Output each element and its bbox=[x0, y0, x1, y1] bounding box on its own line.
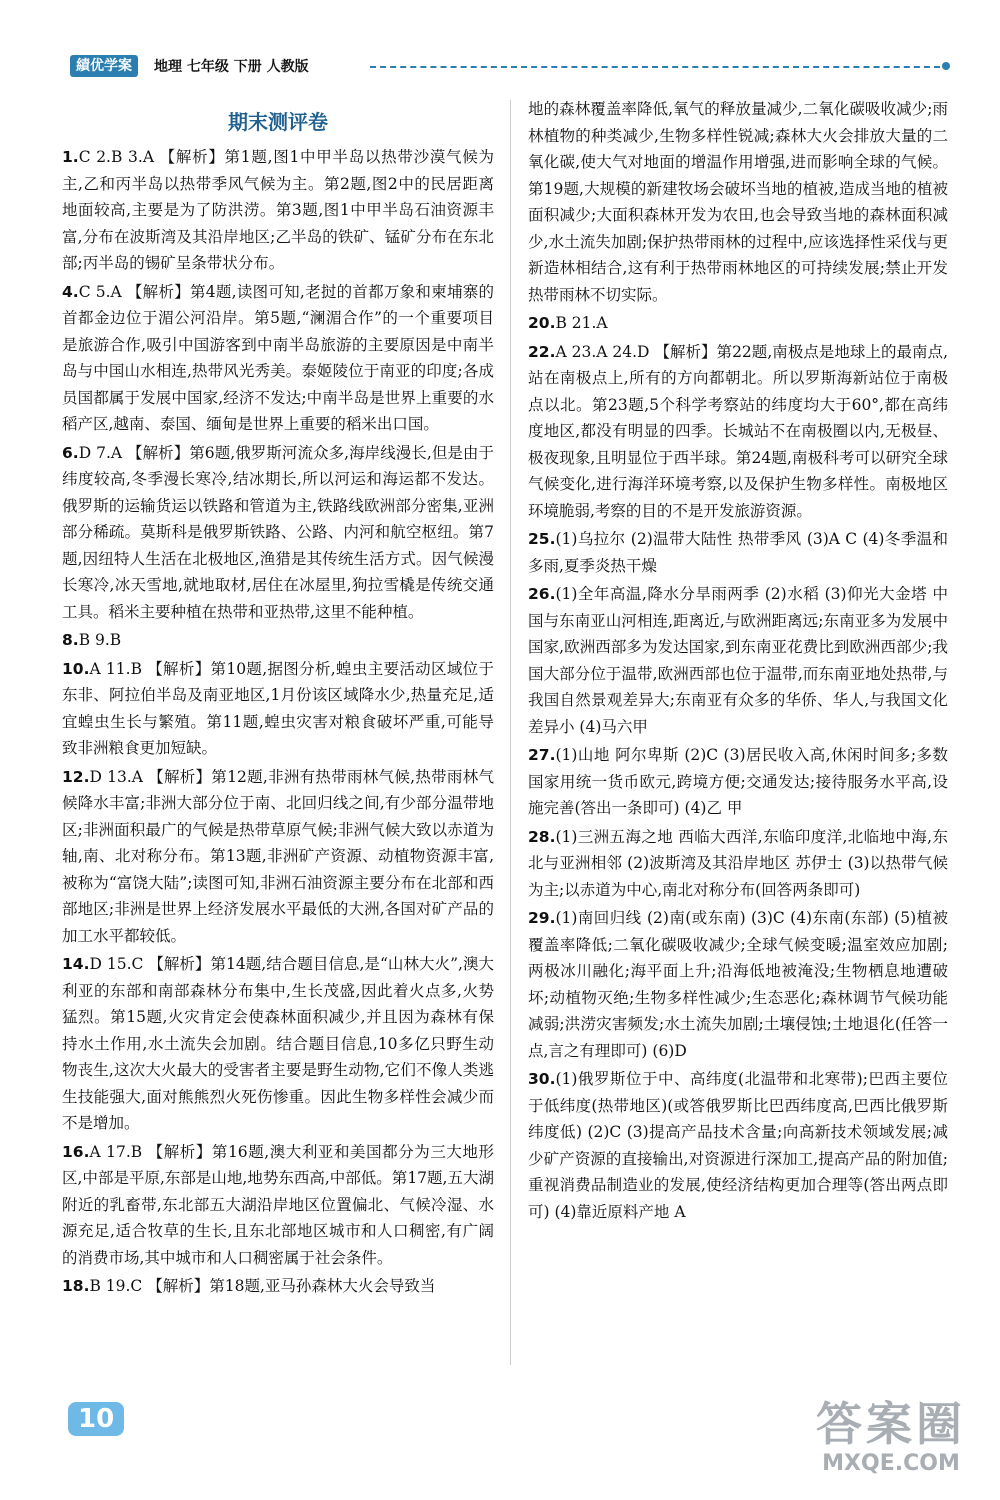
answer-item bbox=[62, 279, 494, 438]
answer-number: 10. bbox=[62, 659, 90, 678]
answer-text: C 2.B 3.A 【解析】第1题,图1中甲半岛以热带沙漠气候为主,乙和丙半岛以热带季风气候为主。第2题,图2中的民居距离地面较高,主要是为了防洪涝。第3题,图1中甲半岛石油资源丰富,分布在波斯湾及其沿岸地区;乙半岛的铁矿、锰矿分布在东北部;丙半岛的锡矿呈条带状分布。 bbox=[62, 148, 494, 272]
answer-number: 29. bbox=[528, 909, 556, 927]
answer-text: B 9.B bbox=[78, 631, 122, 649]
running-header bbox=[70, 55, 950, 81]
answer-text: (1)南回归线 (2)南(或东南) (3)C (4)东南(东部) (5)植被覆盖率降低;二氧化碳吸收减少;全球气候变暖;温室效应加剧;两极冰川融化;海平面上升;沿海低地被淹没;生物栖息地遭破坏;动植物灭绝;生物多样性减少;生态恶化;森林调节气候功能减弱;洪涝灾害频发;水土流失加剧;土壤侵蚀;土地退化(任答一点,言之有理即可) (6)D bbox=[528, 909, 948, 1060]
right-answer-list bbox=[528, 96, 948, 1225]
brand-badge: 績优学案 bbox=[70, 55, 138, 77]
answer-number: 16. bbox=[62, 1142, 90, 1161]
header-dashed-rule bbox=[370, 66, 940, 68]
answer-item bbox=[528, 526, 948, 579]
answer-number: 8. bbox=[62, 631, 79, 649]
answer-number: 20. bbox=[528, 314, 556, 332]
answer-text: (1)山地 阿尔卑斯 (2)C (3)居民收入高,休闲时间多;多数国家用统一货币欧元,跨境方便;交通发达;接待服务水平高,设施完善(答出一条即可) (4)乙 甲 bbox=[528, 746, 948, 817]
watermark-logo bbox=[796, 1398, 986, 1488]
watermark-url: MXQE.COM bbox=[822, 1451, 960, 1476]
answer-text: (1)三洲五海之地 西临大西洋,东临印度洋,北临地中海,东北与亚洲相邻 (2)波斯湾及其沿岸地区 苏伊士 (3)以热带气候为主;以赤道为中心,南北对称分布(回答两条即可) bbox=[528, 827, 948, 899]
answer-item bbox=[62, 1273, 494, 1300]
answer-item bbox=[528, 96, 948, 308]
answer-item bbox=[528, 339, 948, 525]
answer-item bbox=[62, 764, 494, 950]
watermark-text: 答案圈 bbox=[816, 1397, 966, 1451]
answer-text: (1)乌拉尔 (2)温带大陆性 热带季风 (3)A C (4)冬季温和多雨,夏季炎热干燥 bbox=[528, 530, 948, 575]
answer-text: D 7.A 【解析】第6题,俄罗斯河流众多,海岸线漫长,但是由于纬度较高,冬季漫长寒冷,结冰期长,所以河运和海运都不发达。俄罗斯的运输货运以铁路和管道为主,铁路线欧洲部分密集,亚洲部分稀疏。莫斯科是俄罗斯铁路、公路、内河和航空枢纽。第7题,因纽特人生活在北极地区,渔猎是其传统生活方式。因气候漫长寒冷,冰天雪地,就地取材,居住在冰屋里,狗拉雪橇是传统交通工具。稻米主要种植在热带和亚热带,这里不能种植。 bbox=[62, 443, 494, 621]
answer-text: (1)俄罗斯位于中、高纬度(北温带和北寒带);巴西主要位于低纬度(热带地区)(或答俄罗斯比巴西纬度高,巴西比俄罗斯纬度低) (2)C (3)提高产品技术含量;向高新技术领域发展;减少矿产资源的直接输出,对资源进行深加工,提高产品的附加值;重视消费品制造业的发展,使经济结构更加合理等(答出两点即可) (4)靠近原料产地 A bbox=[528, 1070, 948, 1221]
column-divider bbox=[510, 100, 511, 1365]
answer-text: (1)全年高温,降水分旱雨两季 (2)水稻 (3)仰光大金塔 中国与东南亚山河相连,距离近,与欧洲距离远;东南亚多为发展中国家,欧洲西部多为发达国家,到东南亚花费比到欧洲西部少;我国大部分位于温带,欧洲西部也位于温带,而东南亚地处热带,与我国自然景观差异大;东南亚有众多的华侨、华人,与我国文化差异小 (4)马六甲 bbox=[528, 585, 949, 736]
answer-text: D 13.A 【解析】第12题,非洲有热带雨林气候,热带雨林气候降水丰富;非洲大部分位于南、北回归线之间,有少部分温带地区;非洲面积最广的气候是热带草原气候;非洲气候大致以赤道为轴,南、北对称分布。第13题,非洲矿产资源、动植物资源丰富,被称为“富饶大陆”;读图可知,非洲石油资源主要分布在北部和西部地区;非洲是世界上经济发展水平最低的大洲,各国对矿产品的加工水平都较低。 bbox=[62, 767, 494, 945]
page-title: 期末测评卷 bbox=[228, 110, 328, 134]
answer-number: 14. bbox=[62, 955, 90, 973]
answer-item bbox=[528, 581, 948, 740]
answer-number: 22. bbox=[528, 342, 556, 361]
answer-text: D 15.C 【解析】第14题,结合题目信息,是“山林大火”,澳大利亚的东部和南部森林分布集中,生长茂盛,因此着火点多,火势猛烈。第15题,火灾肯定会使森林面积减少,并且因为森林有保持水土作用,水土流失会加剧。结合题目信息,10多亿只野生动物丧生,这次大火最大的受害者主要是野生动物,它们不像人类逃生技能强大,面对熊熊烈火死伤惨重。因此生物多样性会减少而不是增加。 bbox=[62, 955, 494, 1132]
answer-number: 30. bbox=[528, 1070, 556, 1088]
answer-text: B 19.C 【解析】第18题,亚马孙森林大火会导致当 bbox=[89, 1277, 436, 1295]
answer-number: 25. bbox=[528, 530, 556, 548]
answer-number: 6. bbox=[62, 443, 79, 462]
answer-text: A 11.B 【解析】第10题,据图分析,蝗虫主要活动区域位于东非、阿拉伯半岛及南亚地区,1月份该区域降水少,热量充足,适宜蝗虫生长与繁殖。第11题,蝗虫灾害对粮食破坏严重,可能导致非洲粮食更加短缺。 bbox=[62, 659, 494, 757]
page-number: 10 bbox=[68, 1402, 124, 1436]
answer-item bbox=[528, 905, 948, 1064]
answer-text: A 17.B 【解析】第16题,澳大利亚和美国都分为三大地形区,中部是平原,东部是山地,地势东西高,中部低。第17题,五大湖附近的乳畜带,东北部五大湖沿岸地区位置偏北、气候冷湿、水源充足,适合牧草的生长,且东北部地区城市和人口稠密,有广阔的消费市场,其中城市和人口稠密属于社会条件。 bbox=[62, 1142, 494, 1267]
answer-number: 1. bbox=[62, 148, 79, 166]
answer-item bbox=[528, 310, 948, 337]
answer-number: 27. bbox=[528, 746, 556, 764]
answer-item bbox=[528, 1066, 948, 1225]
answer-number: 28. bbox=[528, 827, 556, 846]
answer-number: 18. bbox=[62, 1277, 90, 1295]
header-dot bbox=[942, 62, 950, 70]
answer-item bbox=[62, 1139, 494, 1272]
right-column bbox=[528, 96, 948, 1227]
answer-number: 4. bbox=[62, 282, 79, 301]
answer-item bbox=[528, 824, 948, 904]
header-subtitle: 地理 七年级 下册 人教版 bbox=[154, 59, 309, 75]
answer-text: A 23.A 24.D 【解析】第22题,南极点是地球上的最南点,站在南极点上,所有的方向都朝北。所以罗斯海新站位于南极点以北。第23题,5个科学考察站的纬度均大于60°,都在高纬度地区,都没有明显的四季。长城站不在南极圈以内,无极昼、极夜现象,且明显位于西半球。第24题,南极科考可以研究全球气候变化,进行海洋环境考察,以及保护生物多样性。南极地区环境脆弱,考察的目的不是开发旅游资源。 bbox=[528, 342, 948, 520]
answer-number: 12. bbox=[62, 767, 90, 786]
answer-item bbox=[62, 951, 494, 1137]
left-column bbox=[62, 108, 494, 1302]
answer-number: 26. bbox=[528, 585, 556, 603]
answer-item bbox=[62, 656, 494, 762]
answer-item bbox=[528, 742, 948, 822]
answer-item bbox=[62, 627, 494, 654]
left-answer-list bbox=[62, 144, 494, 1300]
answer-text: C 5.A 【解析】第4题,读图可知,老挝的首都万象和柬埔寨的首都金边位于湄公河沿岸。第5题,“澜湄合作”的一个重要项目是旅游合作,吸引中国游客到中南半岛旅游的主要原因是中南半岛与中国山水相连,热带风光秀美。泰姬陵位于南亚的印度;各成员国都属于发展中国家,经济不发达;中南半岛是世界上重要的水稻产区,越南、泰国、缅甸是世界上重要的稻米出口国。 bbox=[62, 282, 494, 433]
answer-text: 地的森林覆盖率降低,氧气的释放量减少,二氧化碳吸收减少;雨林植物的种类减少,生物多样性锐减;森林大火会排放大量的二氧化碳,使大气对地面的增温作用增强,进而影响全球的气候。第19题,大规模的新建牧场会破坏当地的植被,造成当地的植被面积减少;大面积森林开发为农田,也会导致当地的森林面积减少,水土流失加剧;保护热带雨林的过程中,应该选择性采伐与更新造林相结合,这有利于热带雨林地区的可持续发展;禁止开发热带雨林不切实际。 bbox=[528, 100, 949, 304]
answer-item bbox=[62, 440, 494, 626]
answer-item bbox=[62, 144, 494, 277]
answer-text: B 21.A bbox=[555, 314, 608, 332]
